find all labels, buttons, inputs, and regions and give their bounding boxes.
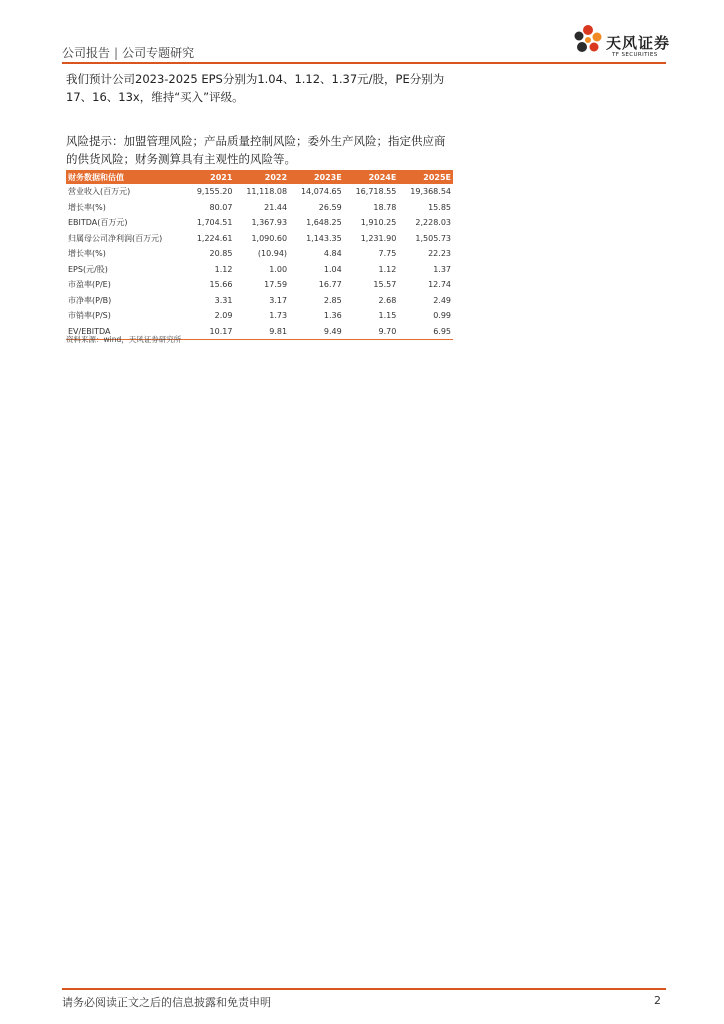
table-cell: 2.49: [433, 295, 451, 305]
table-cell: 1,505.73: [415, 233, 451, 243]
table-row: [66, 262, 453, 278]
table-cell: 15.57: [373, 280, 397, 290]
table-cell: 增长率(%): [68, 202, 106, 212]
table-cell: 市盈率(P/E): [68, 280, 111, 290]
table-cell: 1,704.51: [196, 218, 233, 228]
table-cell: 1.36: [323, 311, 342, 321]
table-header-row: [66, 170, 453, 184]
table-cell: 7.75: [378, 249, 397, 259]
table-cell: 3.17: [269, 295, 288, 305]
table-row: [66, 184, 453, 200]
table-cell: 1.04: [323, 264, 342, 274]
table-cell: 2.85: [323, 295, 342, 305]
table-cell: 20.85: [209, 249, 233, 259]
table-cell: 4.84: [323, 249, 342, 259]
forecast-paragraph: 我们预计公司2023-2025 EPS分别为1.04、1.12、1.37元/股，PE分别为17、16、13x，维持“买入”评级。: [66, 72, 445, 104]
table-row: [66, 215, 453, 231]
table-cell: 26.59: [318, 202, 342, 212]
footer-disclaimer: 请务必阅读正文之后的信息披露和免责申明: [62, 996, 271, 1009]
table-cell: 增长率(%): [68, 249, 106, 259]
table-cell: 市销率(P/S): [68, 311, 111, 321]
table-cell: 16,718.55: [355, 187, 397, 197]
table-cell: 1,910.25: [360, 218, 397, 228]
table-cell: 1.15: [378, 311, 397, 321]
risk-paragraph: 风险提示：加盟管理风险；产品质量控制风险；委外生产风险；指定供应商的供货风险；财务测算具有主观性的风险等。: [66, 134, 446, 166]
table-cell: 1,231.90: [360, 233, 397, 243]
table-cell: 3.31: [214, 295, 233, 305]
table-cell: 15.66: [209, 280, 233, 290]
table-cell: 14,074.65: [300, 187, 342, 197]
table-cell: 1,143.35: [306, 233, 342, 243]
financial-table: [66, 170, 453, 340]
table-cell: 15.85: [428, 202, 451, 212]
report-type: 公司报告: [62, 46, 111, 60]
table-cell: 1.00: [269, 264, 288, 274]
table-cell: 2.68: [378, 295, 397, 305]
table-cell: 21.44: [264, 202, 288, 212]
table-cell: 11,118.08: [246, 187, 288, 197]
table-cell: 1.73: [269, 311, 288, 321]
table-row: [66, 293, 453, 309]
table-cell: 9.49: [289, 324, 344, 340]
table-row: [66, 231, 453, 247]
table-cell: 1,224.61: [196, 233, 233, 243]
table-cell: 17.59: [264, 280, 288, 290]
table-header-cell: 2022: [234, 170, 289, 184]
logo-flower: [575, 25, 602, 52]
table-cell: 80.07: [209, 202, 233, 212]
table-cell: 16.77: [318, 280, 342, 290]
table-cell: 营业收入(百万元): [68, 187, 131, 197]
table-cell: 9.70: [344, 324, 399, 340]
table-header-cell: 财务数据和估值: [66, 170, 186, 184]
table-cell: 市净率(P/B): [68, 295, 112, 305]
table-cell: 6.95: [398, 324, 453, 340]
table-cell: 10.17: [186, 324, 234, 340]
table-cell: 0.99: [433, 311, 451, 321]
table-cell: EPS(元/股): [68, 264, 108, 274]
table-cell: 9,155.20: [196, 187, 233, 197]
table-cell: 9.81: [234, 324, 289, 340]
table-cell: (10.94): [257, 249, 288, 259]
table-row: [66, 277, 453, 293]
table-cell: 1,090.60: [251, 233, 288, 243]
table-row: [66, 200, 453, 216]
table-cell: 1.12: [214, 264, 233, 274]
table-cell: EV/EBITDA: [66, 324, 186, 340]
table-cell: 18.78: [373, 202, 397, 212]
table-header-cell: 2023E: [289, 170, 344, 184]
page-number: 2: [654, 994, 661, 1007]
table-cell: 2.09: [214, 311, 233, 321]
table-source-note: 资料来源：wind，天风证券研究所: [66, 335, 182, 344]
footer-rule: [62, 988, 666, 990]
table-cell: 1,367.93: [251, 218, 288, 228]
table-cell: 22.23: [428, 249, 451, 259]
table-cell: 1.12: [378, 264, 397, 274]
report-category: [62, 44, 194, 61]
table-cell: 2,228.03: [415, 218, 451, 228]
brand-subtitle: TF SECURITIES: [612, 52, 658, 58]
table-cell: 1.37: [433, 264, 451, 274]
header-rule: [62, 62, 666, 64]
table-header-cell: 2024E: [344, 170, 399, 184]
header-separator: |: [114, 46, 119, 60]
table-cell: 1,648.25: [306, 218, 342, 228]
table-cell: 19,368.54: [410, 187, 451, 197]
table-row: [66, 246, 453, 262]
report-subtype: 公司专题研究: [122, 46, 195, 60]
brand-name: 天风证券: [606, 34, 671, 52]
table-cell: 归属母公司净利润(百万元): [68, 233, 163, 243]
table-header-cell: 2025E: [398, 170, 453, 184]
table-header-cell: 2021: [186, 170, 234, 184]
table-row: [66, 308, 453, 324]
table-cell: 12.74: [428, 280, 451, 290]
table-cell: EBITDA(百万元): [68, 218, 128, 228]
